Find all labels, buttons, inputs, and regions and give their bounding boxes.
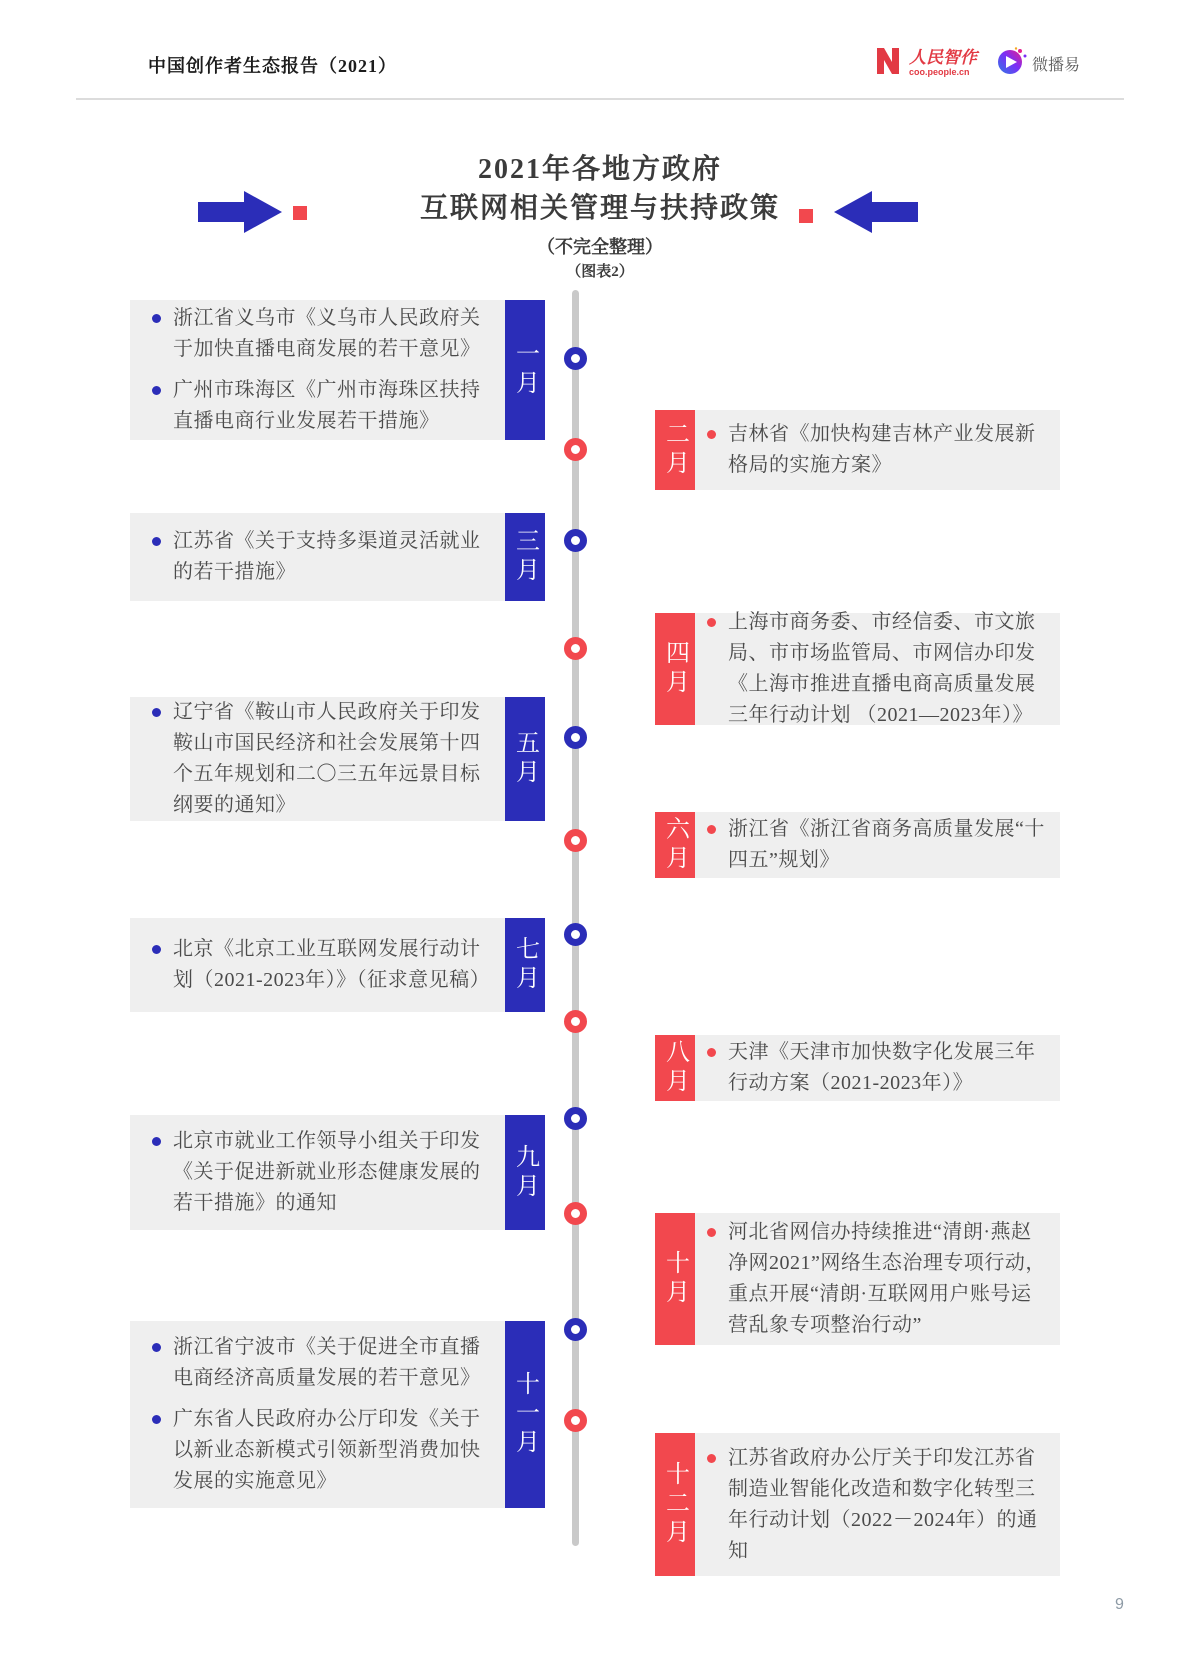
month-block-july [130,918,545,1012]
bullet-dot [707,1048,716,1057]
policy-item [150,1126,497,1219]
policy-list [130,697,505,821]
policy-text: 广州市珠海区《广州市海珠区扶持直播电商行业发展若干措施》 [173,379,481,432]
page-number: 9 [1115,1596,1124,1613]
month-block-may [130,697,545,821]
bullet-dot [707,430,716,439]
policy-list [130,1321,505,1508]
policy-text: 辽宁省《鞍山市人民政府关于印发鞍山市国民经济和社会发展第十四个五年规划和二〇三五年远景目标纲要的通知》 [173,701,481,816]
policy-item [705,1217,1046,1341]
month-block-august [655,1035,1060,1101]
month-label: 十月 [655,1213,695,1345]
timeline-dot-october [564,1202,587,1225]
policy-item [150,1332,497,1394]
policy-text: 北京《北京工业互联网发展行动计划（2021-2023年）》（征求意见稿） [173,938,491,991]
bullet-dot [152,537,161,546]
month-label: 十一月 [505,1321,545,1508]
policy-item [705,607,1046,731]
month-block-october [655,1213,1060,1345]
month-block-april [655,613,1060,725]
renmin-n-icon [873,46,903,81]
timeline-dot-may [564,726,587,749]
bullet-dot [707,1454,716,1463]
timeline-dot-november [564,1318,587,1341]
policy-list [130,300,505,440]
policy-text: 浙江省义乌市《义乌市人民政府关于加快直播电商发展的若干意见》 [173,307,481,360]
header-divider [76,98,1124,100]
month-label: 十二月 [655,1433,695,1576]
chart-figure-label: （图表2） [566,264,634,281]
policy-text: 河北省网信办持续推进“清朗·燕赵净网2021”网络生态治理专项行动，重点开展“清朗·互联网用户账号运营乱象专项整治行动” [728,1221,1046,1336]
bullet-dot [152,708,161,717]
policy-item [150,934,497,996]
month-label: 八月 [655,1035,695,1101]
bullet-dot [152,1415,161,1424]
month-label: 二月 [655,410,695,490]
renmin-logo-domain: coo.people.cn [908,66,970,77]
left-square-icon [293,206,307,220]
month-label: 五月 [505,697,545,821]
month-block-february [655,410,1060,490]
policy-list [695,1213,1060,1345]
policy-list [695,812,1060,878]
timeline-dot-july [564,923,587,946]
timeline-dot-august [564,1010,587,1033]
renmin-logo-name: 人民智作 [908,48,977,68]
policy-text: 广东省人民政府办公厅印发《关于以新业态新模式引领新型消费加快发展的实施意见》 [173,1408,481,1492]
right-square-icon [799,209,813,223]
policy-list [130,513,505,601]
policy-list [130,918,505,1012]
chart-title-line1: 2021年各地方政府 [477,154,722,185]
policy-text: 江苏省政府办公厅关于印发江苏省制造业智能化改造和数字化转型三年行动计划（2022－2024年）的通知 [728,1446,1038,1562]
timeline-dot-march [564,529,587,552]
policy-text: 吉林省《加快构建吉林产业发展新格局的实施方案》 [728,423,1036,476]
timeline-dot-january [564,347,587,370]
policy-list [130,1115,505,1230]
header-logos [873,46,1080,81]
left-arrow-icon [198,188,284,236]
policy-list [695,1433,1060,1576]
month-block-march [130,513,545,601]
policy-text: 浙江省《浙江省商务高质量发展“十四五”规划》 [728,818,1045,871]
bullet-dot [152,314,161,323]
policy-text: 北京市就业工作领导小组关于印发《关于促进新就业形态健康发展的若干措施》的通知 [173,1130,481,1214]
month-label: 三月 [505,513,545,601]
bullet-dot [152,386,161,395]
timeline-dot-april [564,637,587,660]
policy-text: 上海市商务委、市经信委、市文旅局、市市场监管局、市网信办印发《上海市推进直播电商高质量发展三年行动计划 （2021—2023年）》 [728,611,1036,726]
policy-item [705,419,1046,481]
month-block-september [130,1115,545,1230]
bullet-dot [152,1343,161,1352]
bullet-dot [707,618,716,627]
bullet-dot [152,1137,161,1146]
policy-item [705,814,1046,876]
weiboyi-play-icon [997,46,1027,81]
month-block-january [130,300,545,440]
timeline-dot-december [564,1409,587,1432]
month-label: 七月 [505,918,545,1012]
report-title: 中国创作者生态报告（2021） [148,56,397,76]
month-block-december [655,1433,1060,1576]
bullet-dot [707,825,716,834]
month-label: 六月 [655,812,695,878]
renmin-zhizuo-logo [873,46,977,81]
policy-item [705,1443,1046,1567]
chart-title-line2: 互联网相关管理与扶持政策 [419,193,780,225]
policy-item [150,526,497,588]
timeline-dot-june [564,829,587,852]
timeline-dot-february [564,438,587,461]
month-block-november [130,1321,545,1508]
chart-title-block [0,150,1200,281]
weiboyi-logo-name: 微播易 [1031,57,1080,74]
policy-text: 江苏省《关于支持多渠道灵活就业的若干措施》 [173,530,481,583]
policy-item [705,1037,1046,1099]
policy-list [695,410,1060,490]
timeline-line [572,290,579,1546]
policy-item [150,375,497,437]
month-block-june [655,812,1060,878]
month-label: 九月 [505,1115,545,1230]
month-label: 四月 [655,613,695,725]
policy-text: 浙江省宁波市《关于促进全市直播电商经济高质量发展的若干意见》 [173,1336,481,1389]
policy-item [150,697,497,821]
right-arrow-icon [832,188,918,236]
bullet-dot [707,1228,716,1237]
timeline-dot-september [564,1107,587,1130]
bullet-dot [152,945,161,954]
policy-text: 天津《天津市加快数字化发展三年行动方案（2021-2023年）》 [728,1041,1036,1094]
policy-item [150,303,497,365]
chart-title-note: （不完全整理） [537,237,663,258]
policy-item [150,1404,497,1497]
weiboyi-logo [997,46,1080,81]
policy-list [695,1035,1060,1101]
month-label: 一月 [505,300,545,440]
policy-list [695,613,1060,725]
